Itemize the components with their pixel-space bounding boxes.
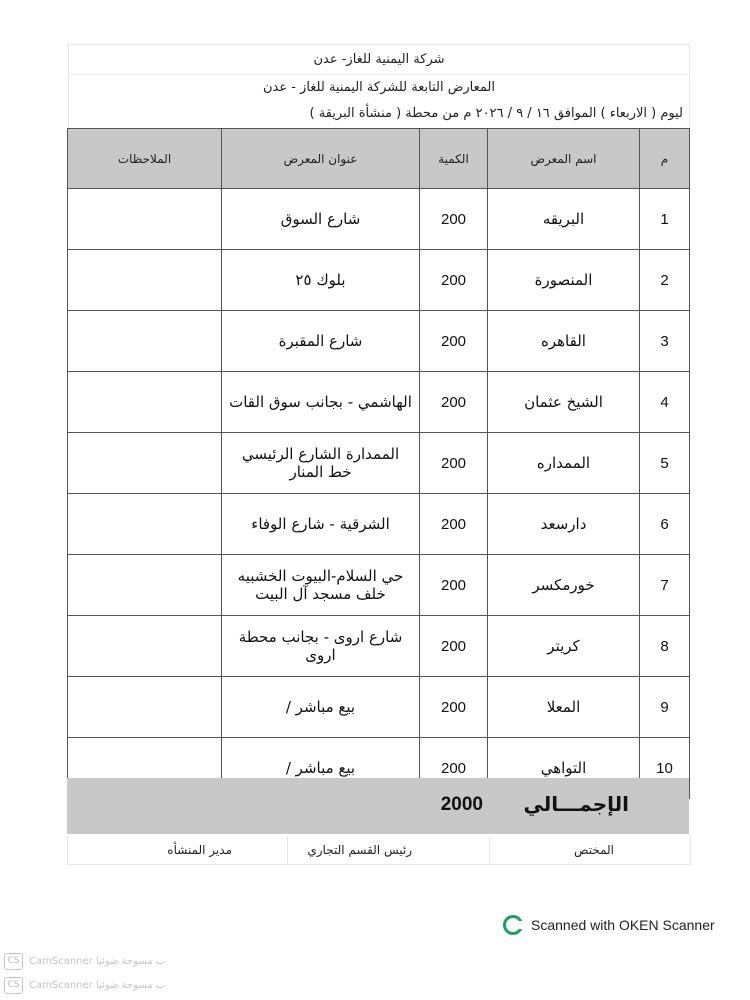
company-title: شركة اليمنية للغاز- عدن xyxy=(68,44,690,75)
table-row xyxy=(68,616,690,677)
column-header-no: م xyxy=(640,129,690,189)
quantity: 200 xyxy=(420,433,488,494)
showrooms-table xyxy=(67,128,690,799)
row-number: 9 xyxy=(640,677,690,738)
showroom-address: شارع المقبرة xyxy=(222,311,420,372)
table-row xyxy=(68,494,690,555)
table-row xyxy=(68,677,690,738)
row-number: 5 xyxy=(640,433,690,494)
notes-cell xyxy=(68,311,222,372)
showroom-name: الشيخ عثمان xyxy=(488,372,640,433)
table-row xyxy=(68,189,690,250)
row-number: 7 xyxy=(640,555,690,616)
watermark-text: CamScanner ب مسوحة ضوئيا xyxy=(29,980,166,991)
showroom-address: بيع مباشر / xyxy=(222,677,420,738)
watermark-text: CamScanner ب مسوحة ضوئيا xyxy=(29,956,166,967)
row-number: 4 xyxy=(640,372,690,433)
showroom-address: شارع السوق xyxy=(222,189,420,250)
table-row xyxy=(68,372,690,433)
table-header-row xyxy=(68,129,690,189)
showroom-name: كريتر xyxy=(488,616,640,677)
total-label: الإجمـــالي xyxy=(523,792,629,816)
camscanner-logo-icon: CS xyxy=(4,977,23,994)
quantity: 200 xyxy=(420,677,488,738)
row-number: 3 xyxy=(640,311,690,372)
showroom-name: القاهره xyxy=(488,311,640,372)
notes-cell xyxy=(68,677,222,738)
table-row xyxy=(68,311,690,372)
quantity: 200 xyxy=(420,189,488,250)
quantity: 200 xyxy=(420,311,488,372)
table-row xyxy=(68,555,690,616)
document-subtitle: المعارض التابعة للشركة اليمنية للغاز - عدن xyxy=(68,74,690,101)
quantity: 200 xyxy=(420,372,488,433)
date-line xyxy=(68,100,690,128)
showroom-address: شارع اروى - بجانب محطة اروى xyxy=(222,616,420,677)
quantity: 200 xyxy=(420,616,488,677)
showroom-address: بيع مباشر / xyxy=(222,738,420,799)
row-number: 8 xyxy=(640,616,690,677)
row-number: 1 xyxy=(640,189,690,250)
total-value: 2000 xyxy=(440,794,483,815)
notes-cell xyxy=(68,616,222,677)
signature-divider xyxy=(489,836,490,864)
notes-cell xyxy=(68,372,222,433)
signature-specialist: المختص xyxy=(574,843,614,857)
table-body xyxy=(68,189,690,799)
signature-divider xyxy=(287,836,288,864)
notes-cell xyxy=(68,433,222,494)
showroom-name: المعلا xyxy=(488,677,640,738)
camscanner-watermark xyxy=(4,977,165,994)
notes-cell xyxy=(68,555,222,616)
showroom-name: المنصورة xyxy=(488,250,640,311)
quantity: 200 xyxy=(420,494,488,555)
showroom-address: بلوك ٢٥ xyxy=(222,250,420,311)
showroom-name: خورمكسر xyxy=(488,555,640,616)
scanner-label: Scanned with OKEN Scanner xyxy=(531,917,715,933)
quantity: 200 xyxy=(420,555,488,616)
camscanner-logo-icon: CS xyxy=(4,953,23,970)
oken-scanner-icon xyxy=(503,915,523,935)
column-header-notes: الملاحظات xyxy=(68,129,222,189)
column-header-qty: الكمية xyxy=(420,129,488,189)
column-header-name: اسم المعرض xyxy=(488,129,640,189)
table-row xyxy=(68,433,690,494)
row-number: 10 xyxy=(640,738,690,799)
showroom-name: التواهي xyxy=(488,738,640,799)
notes-cell xyxy=(68,494,222,555)
scanner-stamp xyxy=(503,913,715,937)
camscanner-watermark xyxy=(4,953,165,970)
quantity: 200 xyxy=(420,738,488,799)
notes-cell xyxy=(68,189,222,250)
table-row xyxy=(68,250,690,311)
column-header-address: عنوان المعرض xyxy=(222,129,420,189)
row-number: 6 xyxy=(640,494,690,555)
showroom-address: الممدارة الشارع الرئيسي خط المنار xyxy=(222,433,420,494)
row-number: 2 xyxy=(640,250,690,311)
signatures-row xyxy=(67,836,691,865)
signature-commercial-head: رئيس القسم التجاري xyxy=(307,843,412,857)
notes-cell xyxy=(68,250,222,311)
table-header xyxy=(68,129,690,189)
showroom-name: دارسعد xyxy=(488,494,640,555)
showroom-address: الهاشمي - بجانب سوق القات xyxy=(222,372,420,433)
showroom-name: البريقه xyxy=(488,189,640,250)
total-bar xyxy=(67,778,689,834)
date-line-text: ليوم ( الاربعاء ) الموافق ١٦ / ٩ / ٢٠٢٦ م من محطة ( منشأة البريقة ) xyxy=(309,106,683,121)
showroom-address: الشرقية - شارع الوفاء xyxy=(222,494,420,555)
showroom-address: حي السلام-البيوت الخشبيه خلف مسجد آل البيت xyxy=(222,555,420,616)
showroom-name: الممداره xyxy=(488,433,640,494)
signature-facility-manager: مدير المنشأه xyxy=(167,843,232,857)
quantity: 200 xyxy=(420,250,488,311)
